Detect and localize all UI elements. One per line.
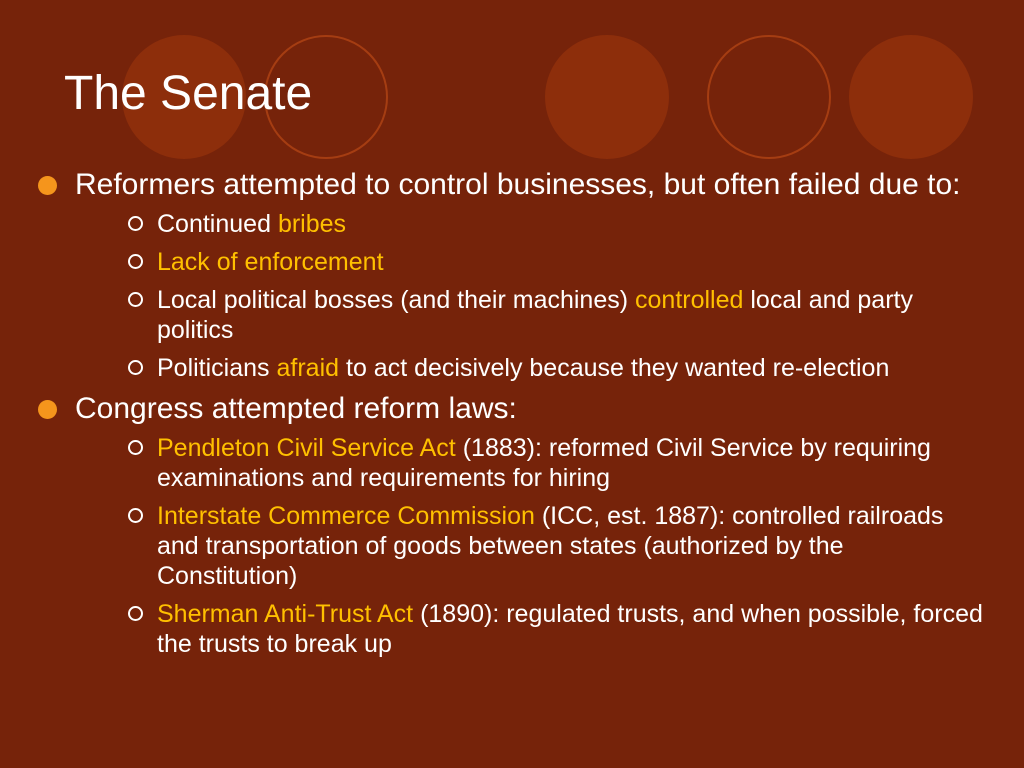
bullet-item (38, 168, 988, 383)
subbullet-item (120, 285, 988, 345)
subbullet-item (120, 353, 988, 383)
subbullet-highlight: Sherman Anti-Trust Act (157, 600, 414, 628)
ring-bullet-icon (128, 508, 143, 523)
subbullet-highlight: Pendleton Civil Service Act (157, 434, 456, 462)
ring-bullet-icon (128, 606, 143, 621)
subbullet-text: (1883): reformed Civil Service by requiring examinations and requirements for hiring (157, 434, 931, 492)
bullet-dot-icon (38, 176, 57, 195)
slide-body (38, 168, 988, 668)
subbullet-item (120, 599, 988, 659)
decorative-circle-outline (708, 36, 830, 158)
decorative-circle-filled (545, 35, 669, 159)
subbullet-highlight: afraid (276, 354, 340, 382)
subbullet-item (120, 501, 988, 591)
ring-bullet-icon (128, 254, 143, 269)
bullet-dot-icon (38, 400, 57, 419)
ring-bullet-icon (128, 360, 143, 375)
subbullet-highlight: controlled (635, 286, 744, 314)
subbullet-text: Politicians (157, 354, 277, 382)
subbullet-item (120, 209, 988, 239)
bullet-text: Reformers attempted to control businesses, but often failed due to: (75, 168, 961, 201)
bullet-text: Congress attempted reform laws: (75, 392, 517, 425)
subbullet-highlight: Interstate Commerce Commission (157, 502, 535, 530)
subbullet-item (120, 247, 988, 277)
subbullet-highlight: Lack of enforcement (157, 248, 384, 276)
subbullet-text: (ICC, est. 1887): controlled railroads and transportation of goods between states (authorized by the Constitution) (157, 502, 944, 590)
slide-title: The Senate (64, 67, 313, 120)
bullet-item (38, 392, 988, 659)
subbullet-text: (1890): regulated trusts, and when possible, forced the trusts to break up (157, 600, 983, 658)
subbullet-text: local and party politics (157, 286, 913, 344)
subbullet-item (120, 433, 988, 493)
subbullet-highlight: bribes (277, 210, 347, 238)
ring-bullet-icon (128, 292, 143, 307)
subbullet-text: to act decisively because they wanted re-election (339, 354, 890, 382)
subbullet-text: Local political bosses (and their machines) (157, 286, 636, 314)
subbullet-text: Continued (157, 210, 278, 238)
subbullet-list (120, 209, 988, 383)
subbullet-list (120, 433, 988, 659)
ring-bullet-icon (128, 216, 143, 231)
ring-bullet-icon (128, 440, 143, 455)
decorative-circle-filled (849, 35, 973, 159)
